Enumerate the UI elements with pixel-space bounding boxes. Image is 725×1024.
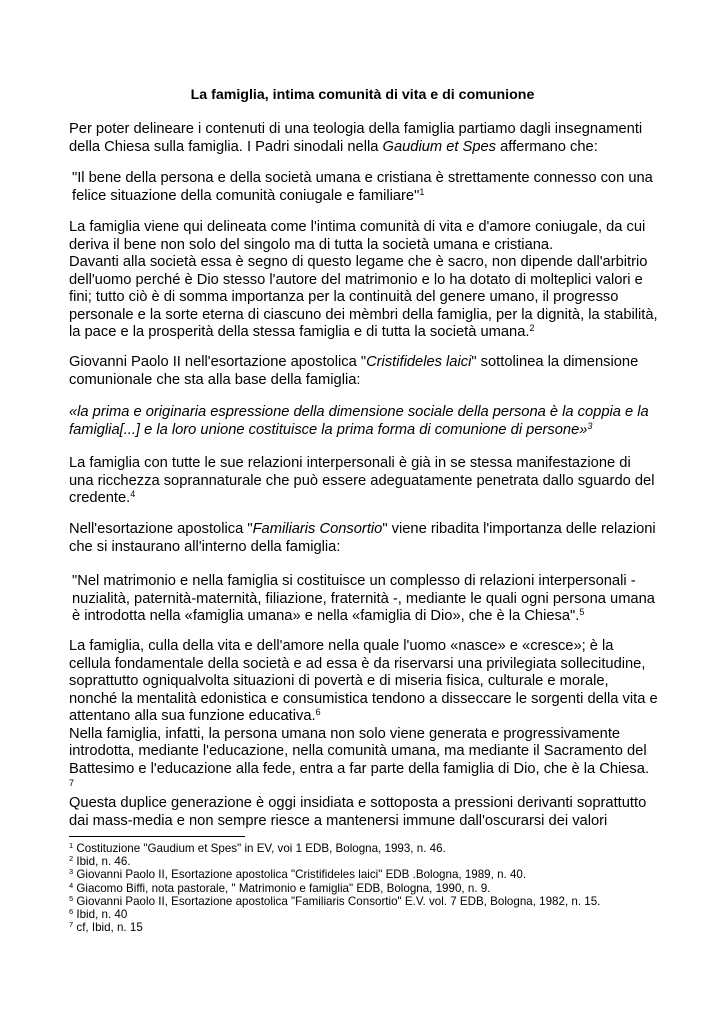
footnote-6: $^6$ Ibid, n. 40 <box>69 907 128 922</box>
title-gaudium-et-spes: Gaudium et Spes <box>382 138 496 155</box>
footnote-2: $^2$ Ibid, n. 46. <box>69 854 131 869</box>
footnote-7: $^7$ cf, Ibid, n. 15 <box>69 920 143 935</box>
footnote-ref-2[interactable]: 2 <box>529 323 535 333</box>
footnote-5: $^5$ Giovanni Paolo II, Esortazione apostolica "Familiaris Consortio" E.V. vol. 7 EDB, Bologna, 1982, n. 15. <box>69 893 601 908</box>
footnote-3: $^3$ Giovanni Paolo II, Esortazione apostolica "Cristifideles laici" EDB .Bologna, 1989, n. 40. <box>69 867 527 882</box>
footnote-ref-4[interactable]: 4 <box>130 489 136 499</box>
paragraph-cristifideles: Giovanni Paolo II nell'esortazione apostolica "Cristifideles laici" sottolinea la dimensione comunionale che sta alla base della famiglia: <box>69 354 639 388</box>
title-familiaris-consortio: Familiaris Consortio <box>252 521 383 537</box>
footnotes <box>69 842 669 934</box>
footnote-4: $^4$ Giacomo Biffi, nota pastorale, " Matrimonio e famiglia" EDB, Bologna, 1990, n. 9. <box>69 880 491 895</box>
paragraph-famiglia-comunita: La famiglia viene qui delineata come l'intima comunità di vita e d'amore coniugale, da cui deriva il bene non solo del singolo ma di tutta la società umana e cristiana. Davanti alla società essa è segno di questo legame che è sacro, non dipende dall'arbitrio dell'uomo perché è Dio stesso l'autore del matrimonio e lo ha dotato di molteplici valori e fini; tutto ciò è di somma importanza per la continuità del genere umano, il progresso personale e la sorte eterna di ciascuno dei mèmbri della famiglia, per la dignità, la stabilità, la pace e la prosperità della stessa famiglia e di tutta la società umana.$^2$ <box>69 219 658 340</box>
footnote-ref-1[interactable]: 1 <box>419 186 425 197</box>
paragraph-familiaris: Nell'esortazione apostolica "Familiaris Consortio" viene ribadita l'importanza delle relazioni che si instaurano all'interno della famiglia: <box>69 521 656 555</box>
footnote-separator <box>69 836 245 837</box>
footnote-ref-6[interactable]: 6 <box>315 707 321 717</box>
page-title: La famiglia, intima comunità di vita e di comunione <box>190 87 535 103</box>
footnote-1: $^1$ Costituzione "Gaudium et Spes" in EV, voi 1 EDB, Bologna, 1993, n. 46. <box>69 841 446 855</box>
footnote-ref-7[interactable]: 7 <box>69 778 75 788</box>
footnote-ref-5[interactable]: 5 <box>579 607 585 617</box>
quote-cristifideles: «la prima e originaria espressione della dimensione sociale della persona è la coppia e la famiglia[...] e la loro unione costituisce la prima forma di comunione di persone»$^3$ <box>69 404 649 438</box>
footnote-ref-3[interactable]: 3 <box>587 420 593 431</box>
paragraph-intro: Per poter delineare i contenuti di una teologia della famiglia partiamo dagli insegnamenti della Chiesa sulla famiglia. I Padri sinodali nella Gaudium et Spes affermano che: <box>69 121 643 155</box>
quote-familiaris: "Nel matrimonio e nella famiglia si costituisce un complesso di relazioni interpersonali - nuzialità, paternità-maternità, filiazione, fraternità -, mediante le quali ogni persona umana è introdotta nella «famiglia umana» e nella «famiglia di Dio», che è la Chiesa".$^5$ <box>72 573 655 624</box>
quote-gaudium-et-spes: "Il bene della persona e della società umana e cristiana è strettamente connesso con una felice situazione della comunità coniugale e familiare"$^1$ <box>72 170 653 204</box>
paragraph-duplice-generazione: Questa duplice generazione è oggi insidiata e sottoposta a pressioni derivanti soprattutto dai mass-media e non sempre riesce a mantenersi immune dall'oscurarsi dei valori <box>69 795 647 829</box>
paragraph-relazioni: La famiglia con tutte le sue relazioni interpersonali è già in se stessa manifestazione di una ricchezza soprannaturale che può essere adeguatamente penetrata dallo sguardo del credente.$^4$ <box>69 455 655 506</box>
paragraph-culla-della-vita: La famiglia, culla della vita e dell'amore nella quale l'uomo «nasce» e «cresce»; è la cellula fondamentale della società e ad essa è da riservarsi una privilegiata sollecitudine, soprattutto ogniqualvolta situazioni di povertà e di miseria fisica, culturale e morale, nonché la mentalità edonistica e consumistica tendono a disseccare le sorgenti della vita e attentano alla sua funzione educativa.$^6$ Nella famiglia, infatti, la persona umana non solo viene generata e progressivamente introdotta, mediante l'educazione, nella comunità umana, ma mediante il Sacramento del Battesimo e l'educazione alla fede, entra a far parte della famiglia di Dio, che è la Chiesa. 7 <box>69 638 669 788</box>
title-cristifideles-laici: Cristifideles laici <box>366 354 472 370</box>
